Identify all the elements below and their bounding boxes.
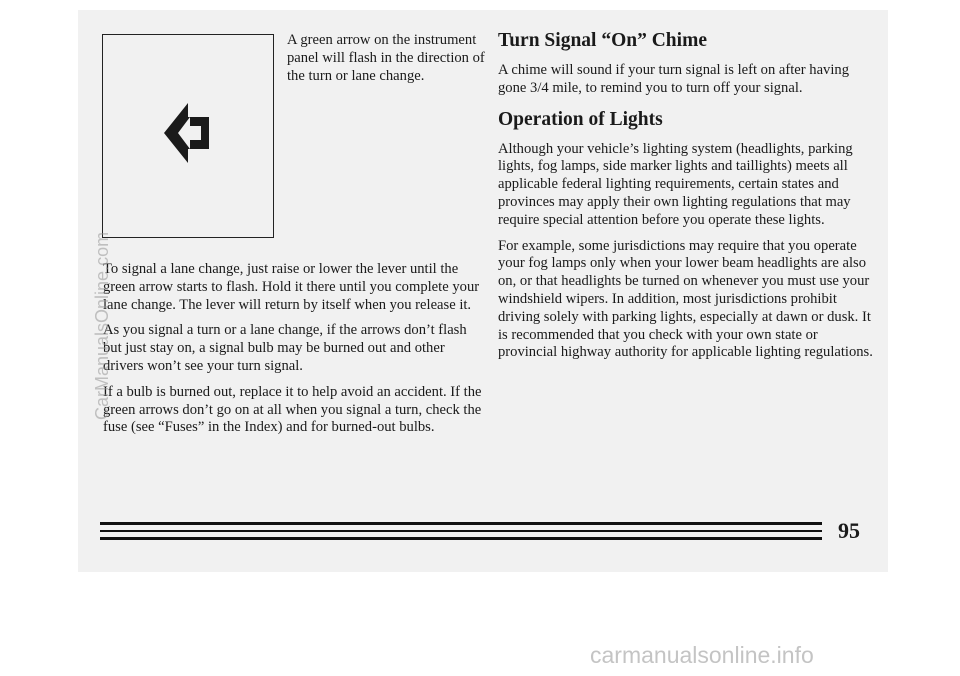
- paragraph: As you signal a turn or a lane change, if the arrows don’t flash but just stay on, a signal bulb may be burned out and other drivers won’t see your turn signal.: [103, 322, 467, 374]
- paragraph: For example, some jurisdictions may require that you operate your fog lamps only when your lower beam headlights are also on, or that headlights be turned on whenever you must use your windshield wipers. In addition, most jurisdictions prohibit driving solely with parking lights, especially at dawn or dusk. It is recommended that you check with your own state or provincial highway authority for applicable lighting regulations.: [498, 237, 873, 361]
- section-heading-operation-of-lights: Operation of Lights: [498, 108, 663, 130]
- footer-rule: [100, 522, 822, 525]
- page-number: 95: [838, 518, 860, 543]
- paragraph: If a bulb is burned out, replace it to help avoid an accident. If the green arrows don’t go on at all when you signal a turn, check the fuse (see “Fuses” in the Index) and for burned-out bulbs.: [103, 383, 482, 436]
- paragraph: A chime will sound if your turn signal is left on after having gone 3/4 mile, to remind you to turn off your signal.: [498, 62, 849, 96]
- watermark-bottom: carmanualsonline.info: [590, 642, 814, 668]
- figure-caption: [287, 32, 487, 93]
- footer-rule: [100, 537, 822, 540]
- left-arrow-icon: [159, 95, 217, 171]
- right-column: [498, 29, 873, 370]
- figure-box: [102, 34, 274, 238]
- paragraph: Although your vehicle’s lighting system (headlights, parking lights, fog lamps, side marker lights and taillights) meets all applicable federal lighting requirements, certain states and provinces may apply their own lighting regulations that may require special attention before you operate these lights.: [498, 140, 853, 228]
- section-heading-turn-signal-chime: Turn Signal “On” Chime: [498, 30, 707, 51]
- footer-rule: [100, 530, 822, 532]
- watermark-side: CarManualsOnline.com: [92, 231, 112, 420]
- caption-text: A green arrow on the instrument panel will flash in the direction of the turn or lane change.: [287, 32, 485, 84]
- paragraph: To signal a lane change, just raise or lower the lever until the green arrow starts to flash. Hold it there until you complete your lane change. The lever will return by itself when you release it.: [103, 261, 480, 313]
- left-column: [103, 261, 483, 445]
